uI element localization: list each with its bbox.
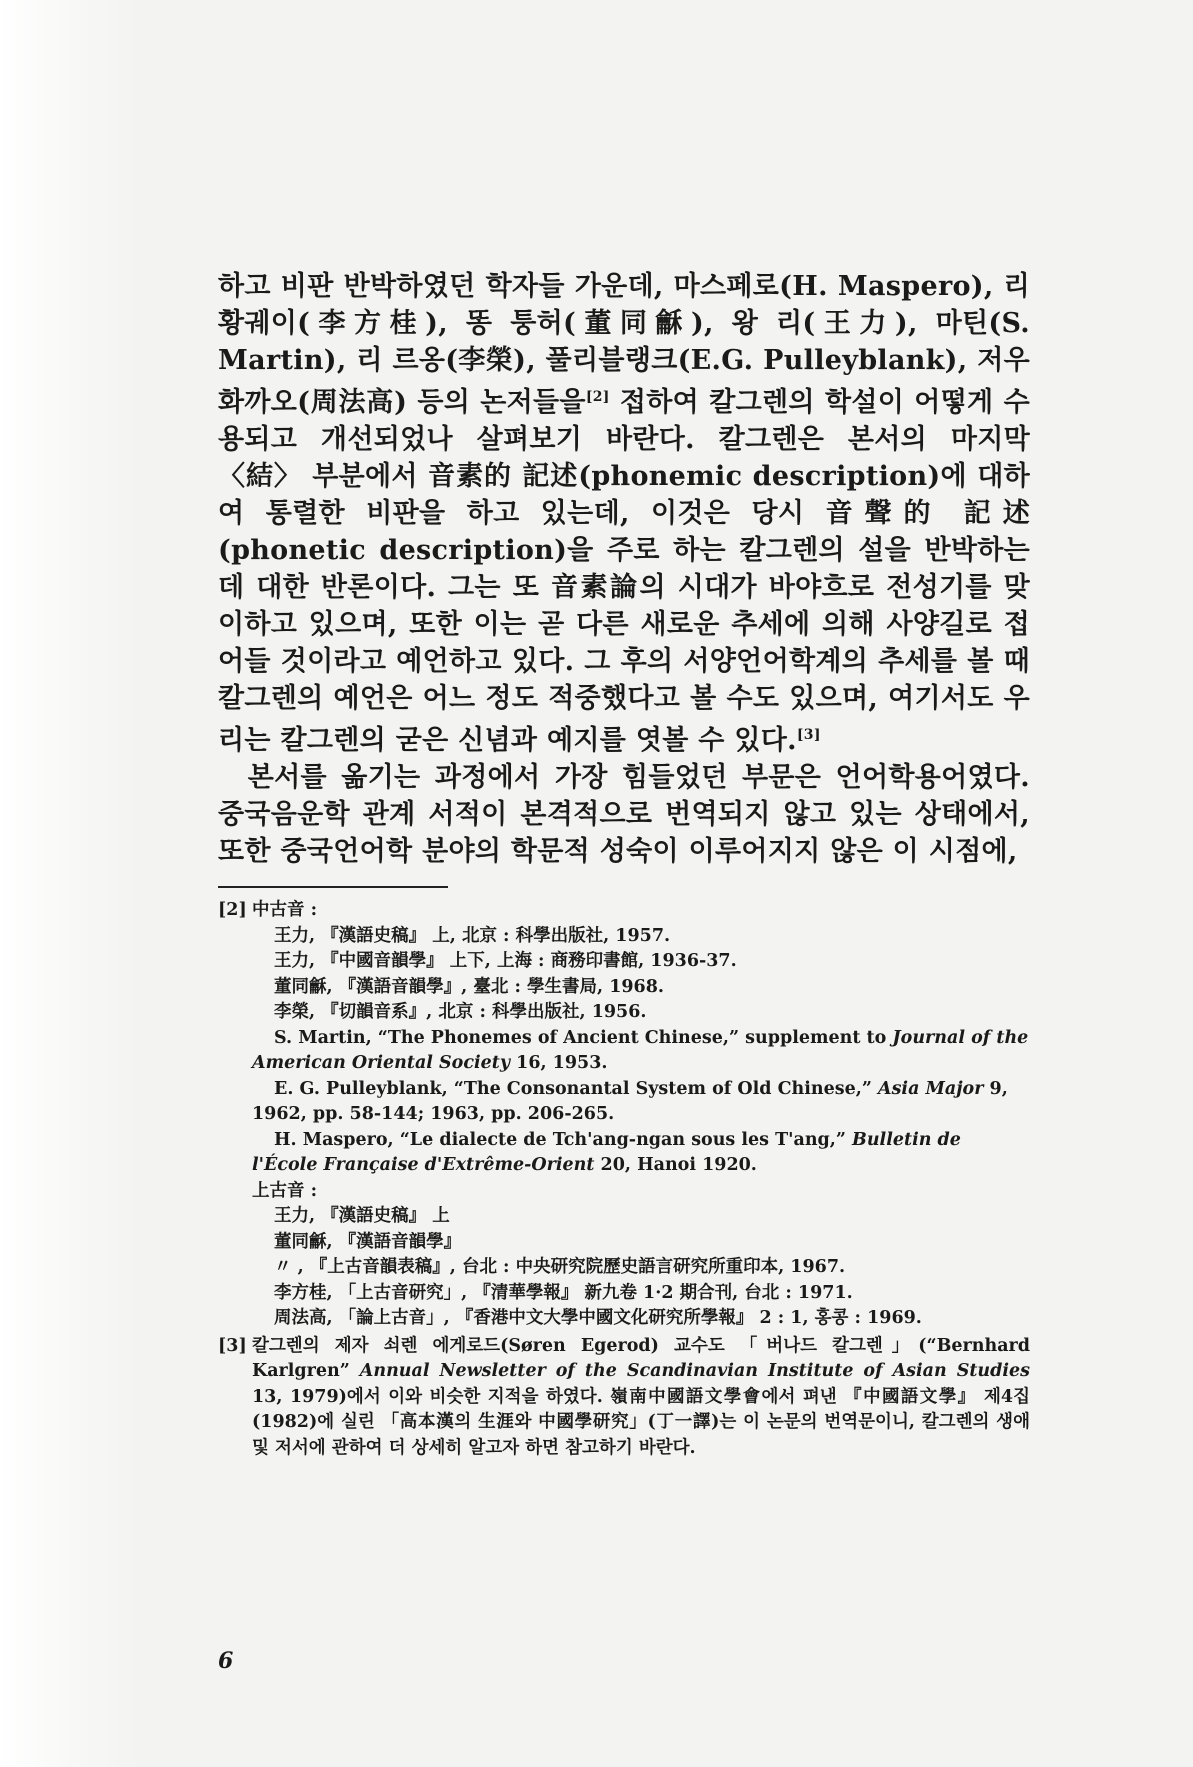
reference-item: 董同龢, 『漢語音韻學』, 臺北 : 學生書局, 1968.	[274, 976, 664, 997]
reference-item: 〃 , 『上古音韻表稿』, 台北 : 中央研究院歷史語言研究所重印本, 1967.	[274, 1257, 846, 1277]
body-text	[218, 268, 1030, 870]
footnote-2-references	[252, 924, 1030, 1332]
footnotes	[218, 898, 1030, 1461]
reference-pulleyblank-text: E. G. Pulleyblank, “The Consonantal System of Old Chinese,”	[274, 1078, 878, 1099]
scan-margin	[0, 0, 140, 1767]
reference-item: 董同龢, 『漢語音韻學』	[274, 1231, 462, 1252]
reference-maspero	[252, 1128, 1030, 1179]
reference-martin-journal: Journal of the American Oriental Society	[252, 1027, 1029, 1073]
reference-martin-volume: 16, 1953.	[510, 1053, 608, 1073]
footnote-3-marker: [3]	[218, 1335, 247, 1356]
reference-item: 李榮, 『切韻音系』, 北京 : 科學出版社, 1956.	[274, 1002, 647, 1022]
reference-maspero-volume: 20, Hanoi 1920.	[594, 1155, 757, 1175]
paragraph-1-part-2: 접하여 칼그렌의 학설이 어떻게 수용되고 개선되었나 살펴보기 바란다. 칼그렌은 본서의 마지막 〈結〉 부분에서 音素的 記述(phonemic description)에 대하여 통렬한 비판을 하고 있는데, 이것은 당시 音聲的 記述(phonetic description)을 주로 하는 칼그렌의 설을 반박하는 데 대한 반론이다. 그는 또 音素論의 시대가 바야흐로 전성기를 맞이하고 있으며, 또한 이는 곧 다른 새로운 추세에 의해 사양길로 접어들 것이라고 예언하고 있다. 그 후의 서양언어학계의 추세를 볼 때 칼그렌의 예언은 어느 정도 적중했다고 볼 수도 있으며, 여기서도 우리는 칼그렌의 굳은 신념과 예지를 엿볼 수 있다.	[218, 387, 1030, 756]
paragraph-1	[218, 268, 1030, 759]
paragraph-2: 본서를 옮기는 과정에서 가장 힘들었던 부문은 언어학용어였다. 중국음운학 관계 서적이 본격적으로 번역되지 않고 있는 상태에서, 또한 중국언어학 분야의 학문적 성숙이 이루어지지 않은 이 시점에,	[218, 762, 1030, 867]
reference-maspero-journal: Bulletin de l'École Française d'Extrême-Orient	[252, 1129, 961, 1175]
footnote-3	[218, 1334, 1030, 1462]
reference-martin-text: S. Martin, “The Phonemes of Ancient Chinese,” supplement to	[274, 1027, 893, 1048]
footnote-2	[218, 898, 1030, 924]
reference-martin	[252, 1026, 1030, 1077]
footnote-2-marker: [2]	[218, 900, 247, 920]
reference-item: 周法高, 「論上古音」, 『香港中文大學中國文化研究所學報』 2 : 1, 홍콩 : 1969.	[274, 1308, 922, 1328]
reference-pulleyblank-volume: 9, 1962, pp. 58-144; 1963, pp. 206-265.	[252, 1078, 1008, 1124]
reference-pulleyblank-journal: Asia Major	[878, 1078, 984, 1099]
reference-maspero-text: H. Maspero, “Le dialecte de Tch'ang-ngan sous les T'ang,”	[274, 1129, 853, 1150]
footnote-2-heading-2: 上古音 :	[252, 1180, 318, 1201]
reference-item: 王力, 『漢語史稿』 上, 北京 : 科學出版社, 1957.	[274, 925, 671, 946]
reference-item: 王力, 『中國音韻學』 上下, 上海 : 商務印書館, 1936-37.	[274, 951, 737, 971]
footnote-2-heading: 中古音 :	[252, 900, 318, 920]
footnote-3-journal: Annual Newsletter of the Scandinavian Institute of Asian Studies	[359, 1361, 1031, 1381]
page-content	[218, 268, 1030, 1461]
footnote-3-text-part-1: 칼그렌의 제자 쇠렌 에게로드(Søren Egerod) 교수도 「버나드 칼그렌」(“Bernhard Karlgren”	[252, 1335, 1030, 1381]
reference-pulleyblank	[252, 1077, 1030, 1128]
footnote-rule	[218, 886, 448, 888]
reference-item: 王力, 『漢語史稿』 上	[274, 1206, 450, 1226]
page-number: 6	[218, 1648, 234, 1674]
footnote-ref-2[interactable]: [2]	[585, 389, 610, 405]
paragraph-1-part-1: 하고 비판 반박하였던 학자들 가운데, 마스페로(H. Maspero), 리 황궤이(李方桂), 똥 퉁허(董同龢), 왕 리(王力), 마틴(S. Martin), 리 르옹(李榮), 풀리블랭크(E.G. Pulleyblank), 저우 화까오(周法高) 등의 논저들을	[218, 271, 1030, 418]
footnote-ref-3[interactable]: [3]	[796, 727, 821, 743]
footnote-3-text	[252, 1334, 1030, 1462]
reference-item: 李方桂, 「上古音研究」, 『清華學報』 新九卷 1·2 期合刊, 台北 : 1971.	[274, 1282, 853, 1303]
footnote-3-text-part-2: 13, 1979)에서 이와 비슷한 지적을 하였다. 嶺南中國語文學會에서 펴낸 『中國語文學』 제4집(1982)에 실린 「高本漢의 生涯와 中國學研究」(丁一譯)는 이 논문의 번역문이니, 칼그렌의 생애 및 저서에 관하여 더 상세히 알고자 하면 참고하기 바란다.	[252, 1386, 1030, 1458]
